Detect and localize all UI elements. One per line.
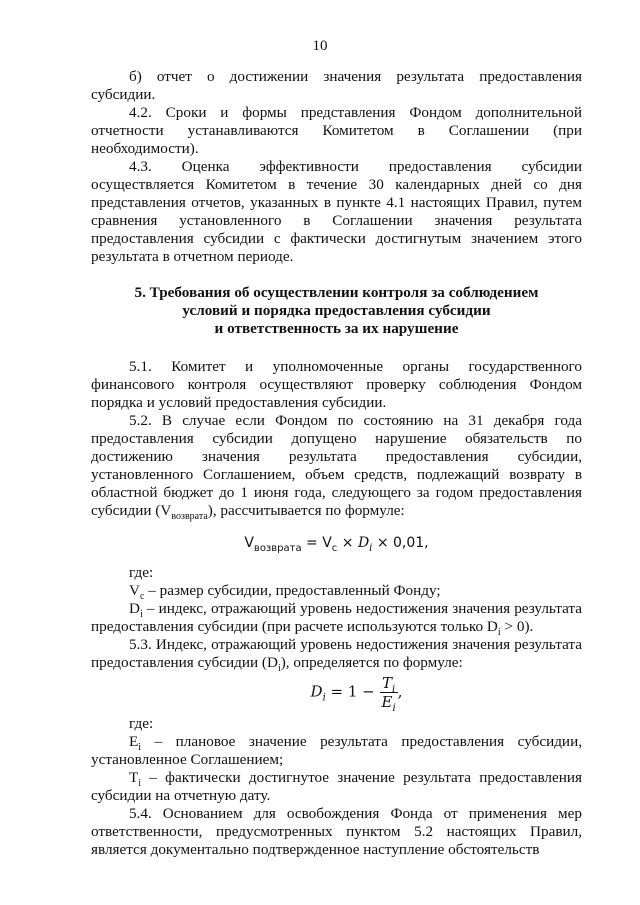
formula2-lhs-sub: i: [322, 692, 326, 704]
formula2-num: T: [382, 674, 393, 692]
formula1-tail: × 0,01,: [372, 535, 429, 551]
paragraph-4-2: 4.2. Сроки и формы представления Фондом дополнительной отчетности устанавливаются Комитетом в Соглашении (при необходимости).: [91, 104, 582, 157]
formula2-numerator: [380, 674, 398, 693]
def-ei-text: – плановое значение результата предоставления субсидии, установленное Соглашением;: [91, 733, 582, 768]
paragraph-5-2: [91, 412, 582, 523]
def-di-end: > 0).: [500, 618, 534, 635]
paragraph-5-3-sub: i: [277, 663, 281, 675]
def-vc-symbol: V: [129, 582, 140, 599]
formula1-rhs-a-sub: c: [331, 542, 338, 554]
section-5-heading-line-1: 5. Требования об осуществлении контроля за соблюдением: [134, 284, 539, 301]
formula-return-volume: [91, 534, 582, 552]
page-number: 10: [312, 38, 328, 54]
paragraph-b: б) отчет о достижении значения результата предоставления субсидии.: [91, 68, 582, 103]
formula2-den-sub: i: [392, 703, 396, 714]
formula1-lhs: V: [244, 535, 254, 551]
paragraph-5-3-text: 5.3. Индекс, отражающий уровень недостижения значения результата предоставления субсидии (D: [91, 636, 582, 671]
formula-index: [131, 674, 582, 714]
paragraph-5-3: [91, 636, 582, 675]
def-vc-sub: c: [139, 591, 145, 603]
formula2-denominator: [380, 693, 398, 714]
formula2-eq: = 1 −: [325, 682, 380, 701]
def-ti-sub: i: [138, 778, 142, 790]
paragraph-5-2-subscript: возврата: [171, 511, 208, 523]
paragraph-5-2-text: 5.2. В случае если Фондом по состоянию на 31 декабря года предоставления субсидии допущено нарушение обязательств по достижению значения результата предоставления субсидии, установленного Соглашением, объем средств, подлежащий возврату в областной бюджет до 1 июня года, следующего за годом предоставления субсидии (V: [91, 412, 582, 519]
formula1-lhs-sub: возврата: [253, 542, 302, 554]
def-ti-text: – фактически достигнутое значение результата предоставления субсидии на отчетную дату.: [91, 769, 582, 804]
paragraph-5-1: 5.1. Комитет и уполномоченные органы государственного финансового контроля осуществляют проверку соблюдения Фондом порядка и условий предоставления субсидии.: [91, 358, 582, 411]
def-di-text: – индекс, отражающий уровень недостижения значения результата предоставления субсидии (при расчете используются только D: [91, 600, 582, 635]
definition-ei: [91, 733, 582, 769]
formula1-rhs-a: = V: [301, 535, 332, 551]
paragraph-5-3-end: ), определяется по формуле:: [280, 654, 463, 671]
definition-vc: [91, 582, 582, 603]
def-ei-sub: i: [138, 742, 142, 754]
paragraph-5-4: 5.4. Основанием для освобождения Фонда от применения мер ответственности, предусмотренных пунктом 5.2 настоящих Правил, является документально подтвержденное наступление обстоятельств: [91, 805, 582, 858]
formula2-fraction: [380, 674, 398, 714]
def-di-sub2: i: [497, 627, 501, 639]
paragraph-5-2-end: ), рассчитывается по формуле:: [207, 502, 405, 519]
where-label-2: где:: [129, 715, 154, 732]
formula2-num-sub: i: [392, 684, 396, 695]
def-di-sub: i: [139, 609, 143, 621]
def-di-symbol: D: [129, 600, 140, 617]
formula1-times: ×: [337, 535, 358, 551]
paragraph-4-3: 4.3. Оценка эффективности предоставления субсидии осуществляется Комитетом в течение 30 календарных дней со дня представления отчетов, указанных в пункте 4.1 настоящих Правил, путем сравнения установленного в Соглашении значения результата предоставления субсидии с фактически достигнутым значением этого результата в отчетном периоде.: [91, 158, 582, 265]
def-vc-text: – размер субсидии, предоставленный Фонду;: [144, 582, 441, 599]
section-5-heading-line-3: и ответственность за их нарушение: [214, 320, 459, 337]
section-5-heading: [91, 284, 582, 338]
formula2-tail: ,: [397, 682, 403, 701]
formula2-den: E: [381, 693, 393, 711]
formula1-d-sub: i: [369, 542, 373, 554]
document-body: [91, 68, 582, 859]
formula1-d: D: [357, 535, 370, 551]
section-5-heading-line-2: условий и порядка предоставления субсидии: [182, 302, 491, 319]
where-label-1: где:: [129, 564, 154, 581]
def-ti-symbol: T: [129, 769, 139, 786]
formula2-lhs: D: [310, 682, 323, 701]
def-ei-symbol: E: [129, 733, 139, 750]
definition-di: [91, 600, 582, 639]
definition-ti: [91, 769, 582, 805]
